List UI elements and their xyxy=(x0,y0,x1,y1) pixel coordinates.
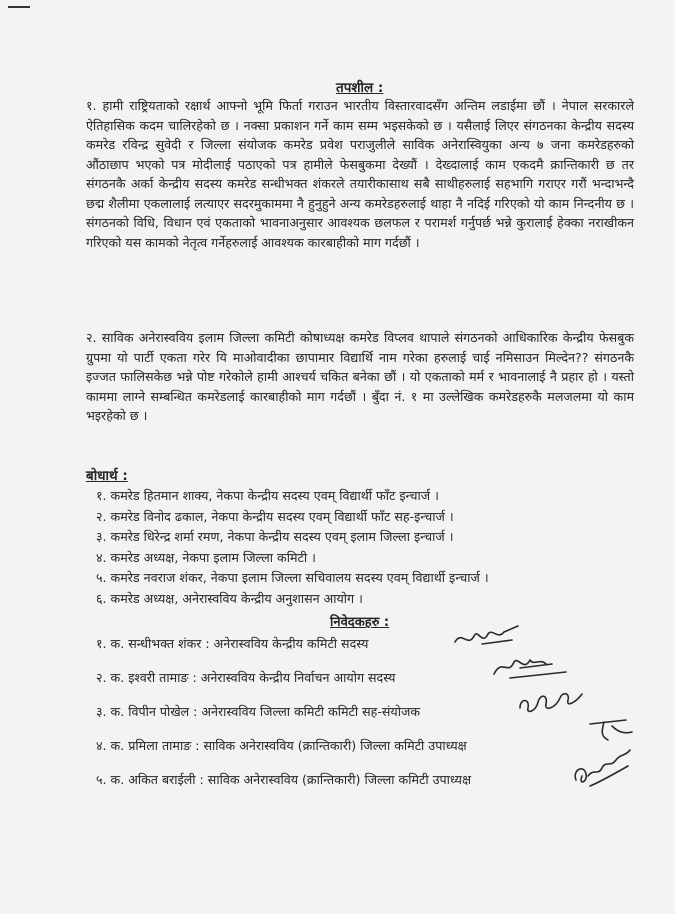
petitioner-item: २. क. इश्वरी तामाङ : अनेरास्वविय केन्द्रीय निर्वाचन आयोग सदस्य xyxy=(96,670,396,685)
cc-item: ६. कमरेड अध्यक्ष, अनेरास्वविय केन्द्रीय अनुशासन आयोग । xyxy=(96,590,363,606)
signature-3 xyxy=(516,686,586,718)
details-heading: तपशील : xyxy=(336,80,384,96)
petitioner-item: १. क. सन्धीभक्त शंकर : अनेरास्वविय केन्द्रीय कमिटी सदस्य xyxy=(96,636,369,651)
cc-list xyxy=(96,486,489,609)
paragraph-2: २. साविक अनेरास्वविय इलाम जिल्ला कमिटी कोषाध्यक्ष कमरेड विप्लव थापाले संगठनको आधिकारिक केन्द्रीय फेसबुक ग्रुपमा यो पार्टी एकता गरेर यि माओवादीका छापामार विद्यार्थि नाम गरेका हरुलाई चाई नमिसाउन मिल्देन?? संगठनकै इज्जत फालिसकेछ भन्ने पोष्ट गरेकोले हामी आश्चर्य चकित बनेका छौं । यो एकताको मर्म र भावनालाई नै प्रहार हो । यस्तो काममा लाग्ने सम्बन्धित कमरेडलाई कारबाहीको माग गर्दछौं । बुँदा नं. १ मा उल्लेखिक कमरेडहरुकै मलजलमा यो काम भइरहेको छ । xyxy=(86,330,634,423)
petitioner-item: ४. क. प्रमिला तामाङ : साविक अनेरास्वविय (क्रान्तिकारी) जिल्ला कमिटी उपाध्यक्ष xyxy=(96,738,467,753)
petitioners-list xyxy=(96,630,471,800)
cc-item: २. कमरेड विनोद ढकाल, नेकपा केन्द्रीय सदस्य एवम् विद्यार्थी फाँट सह-इन्चार्ज । xyxy=(96,508,454,524)
top-mark xyxy=(8,6,30,8)
signature-1 xyxy=(452,622,522,652)
petitioner-item: ५. क. अकित बराईली : साविक अनेरास्वविय (क्रान्तिकारी) जिल्ला कमिटी उपाध्यक्ष xyxy=(96,772,471,787)
signature-4 xyxy=(586,714,636,744)
cc-item: ५. कमरेड नवराज शंकर, नेकपा इलाम जिल्ला सचिवालय सदस्य एवम् विद्यार्थी इन्चार्ज । xyxy=(96,570,489,585)
signature-5 xyxy=(570,746,634,792)
signature-2 xyxy=(490,652,570,682)
cc-item: १. कमरेड हितमान शाक्य, नेकपा केन्द्रीय सदस्य एवम् विद्यार्थी फाँट इन्चार्ज । xyxy=(96,488,439,503)
petitioners-heading: निवेदकहरु : xyxy=(330,615,390,630)
petitioner-item: ३. क. विपीन पोखेल : अनेरास्वविय जिल्ला कमिटी कमिटी सह-संयोजक xyxy=(96,704,420,719)
cc-item: ४. कमरेड अध्यक्ष, नेकपा इलाम जिल्ला कमिटी । xyxy=(96,549,316,565)
paragraph-1: १. हामी राष्ट्रियताको रक्षार्थ आफ्नो भूमि फिर्ता गराउन भारतीय विस्तारवादसँग अन्तिम लडाईमा छौं । नेपाल सरकारले ऐतिहासिक कदम चालिरहेको छ । नक्सा प्रकाशन गर्ने काम सम्म भइसकेको छ । यसैलाई लिएर संगठनका केन्द्रीय सदस्य कमरेड रविन्द्र सुवेदी र जिल्ला संयोजक कमरेड प्रवेश पराजुलीले साविक अनेरास्वियुका अन्य ७ जना कमरेडहरुको औंठाछाप भएको पत्र मोदीलाई पठाएको पत्र हामीले फेसबुकमा देख्यौं । देख्दालाई काम एकदमै क्रान्तिकारी छ तर संगठनकै अर्का केन्द्रीय सदस्य कमरेड सन्धीभक्त शंकरले तयारीकासाथ सबै साथीहरुलाई सहभागि गराएर गरौं भन्दाभन्दै छद्म शैलीमा एकलालाई लत्याएर सदरमुकाममा नै हुनुहुने अन्य कमरेडहरुलाई थाहा नै नदिई गरिएको यो काम निन्दनीय छ । संगठनको विधि, विधान एवं एकताको भावनाअनुसार आवश्यक छलफल र परामर्श गर्नुपर्छ भन्ने कुरालाई हेक्का नराखीकन गरिएको यस कामको नेतृत्व गर्नेहरुलाई आवश्यक कारबाहीको माग गर्दछौं । xyxy=(86,98,634,250)
cc-heading: बोधार्थ : xyxy=(86,468,128,484)
cc-item: ३. कमरेड धिरेन्द्र शर्मा रमण, नेकपा केन्द्रीय सदस्य एवम् इलाम जिल्ला इन्चार्ज । xyxy=(96,529,454,544)
